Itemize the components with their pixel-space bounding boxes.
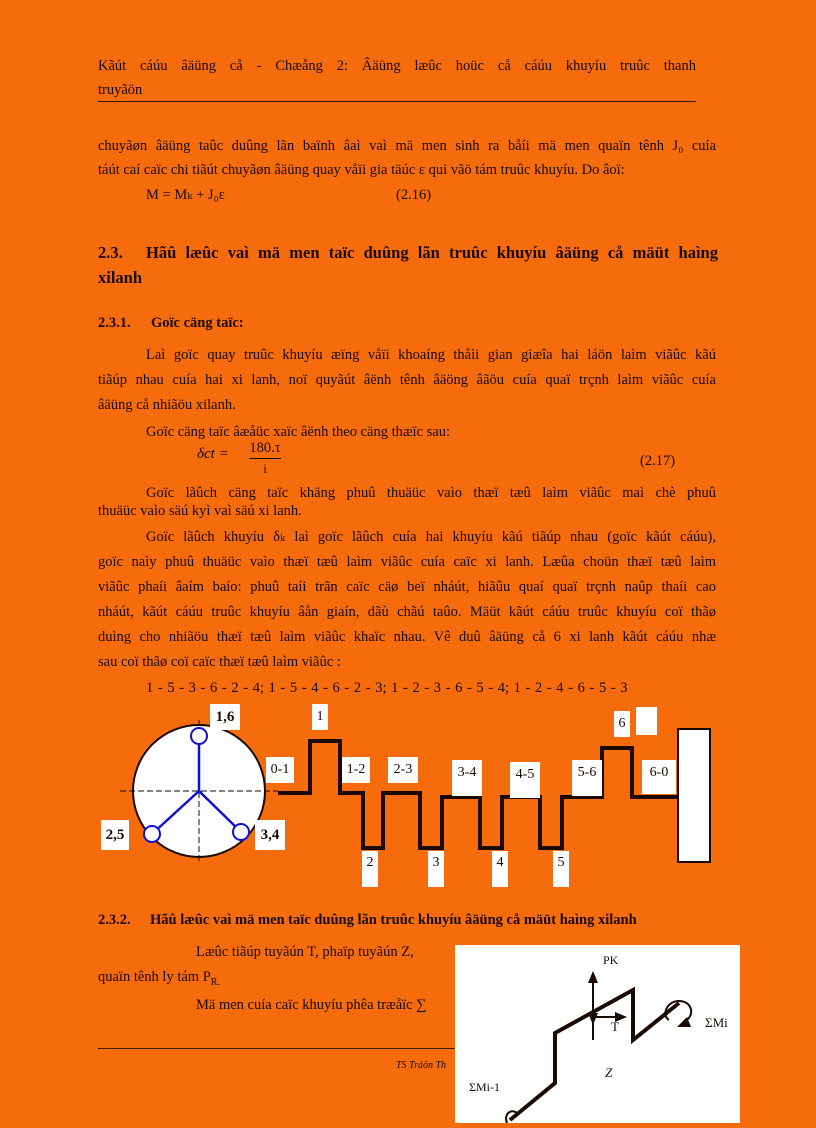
section-2-3-1-number: 2.3.1. [98, 315, 131, 331]
forces-figure-panel [455, 945, 740, 1123]
section-2-3-number: 2.3. [98, 243, 123, 262]
crank-throw-line [510, 990, 679, 1120]
flywheel [678, 729, 710, 862]
s232-line-2: quaïn tênh ly tám $P_{R.}$ [98, 969, 220, 988]
sub-r: R. [210, 976, 220, 988]
label-journal-0-1: 0-1 [266, 757, 294, 783]
p4-line-2: goïc naìy phuû thuäüc vaìo thæï tæû laìm viãûc cuía caïc xi lanh. Læûa choün thæï tæû laìm [98, 554, 716, 570]
section-2-3-2-number: 2.3.2. [98, 912, 131, 928]
section-2-3-title-2: xilanh [98, 268, 143, 287]
p4-line-6: sau coï thãø coï caïc thæï tæû laìm viãûc : [98, 654, 341, 670]
pk-arrowhead-up [588, 971, 598, 983]
p3-line-1: Goïc lãûch cäng taïc khäng phuû thuäüc vaìo thæï tæû laìm viãûc maì chè phuû [146, 485, 716, 501]
label-circle-1-6: 1,6 [210, 704, 240, 730]
p3-line-2: thuäüc vaìo säú kyì vaì säú xi lanh. [98, 503, 302, 519]
footer-rule [98, 1048, 458, 1049]
label-sum-mi-1: ΣMi-1 [469, 1080, 500, 1094]
label-crank-4: 4 [492, 851, 508, 887]
label-pk: PK [603, 953, 619, 967]
p4-line-1: Goïc lãûch khuyíu δₖ laì goïc lãûch cuía hai khuyíu kãú tiãúp nhau (goïc kãút cáúu), [146, 529, 716, 545]
crankpin-3-4 [233, 824, 249, 840]
intro-line-2: táút caí caïc chi tiãút chuyãøn âäüng quay våïi gia täúc ε qui vãö tám truûc khuyíu. Do âoï: [98, 162, 625, 178]
crankpin-2-5 [144, 826, 160, 842]
crankpin-1-6 [191, 728, 207, 744]
section-2-3-title-1: Hãû læûc vaì mä men taïc duûng lãn truûc khuyíu âäüng cå mäüt haìng [146, 243, 718, 262]
intro-line-1: chuyãøn âäüng taûc duûng lãn baïnh âaì vaì mä men sinh ra båíi mä men quaïn tênh J₀ cuía [98, 138, 716, 154]
s232-line-3: Mä men cuía caïc khuyíu phêa træåïc ∑ [196, 997, 427, 1013]
eq-number-2-16: (2.16) [396, 187, 432, 203]
label-journal-2-3: 2-3 [388, 757, 418, 783]
p4-line-5: duìng cho nhiãöu thæï tæû laìm viãûc khaïc nhau. Vê duû âäüng cå 6 xi lanh kãút cáúu nhæ [98, 629, 716, 645]
p4-line-4: nháút, kãút cáúu truûc khuyíu âån giaín, dãù chãú taûo. Mäüt kãút cáúu truûc khuyíu coï thãø [98, 604, 716, 620]
label-z: Z [605, 1065, 613, 1080]
p1-line-1: Laì goïc quay truûc khuyíu æïng våïi khoaíng thåìi gian giæîa hai láön laìm viãûc kãú [146, 347, 716, 363]
label-journal-6-0: 6-0 [642, 760, 676, 794]
s232-line-1: Læûc tiãúp tuyãún T, phaïp tuyãún Z, [196, 944, 414, 960]
p1-line-3: âäüng cå nhiãöu xilanh. [98, 397, 236, 413]
section-2-3-2-title: Hãû læûc vaì mä men taïc duûng lãn truûc khuyíu âäüng cå mäüt haìng xilanh [150, 912, 637, 928]
forces-diagram [455, 945, 740, 1123]
label-crank-3: 3 [428, 851, 444, 887]
header-rule [98, 101, 696, 102]
label-sum-mi: ΣMi [705, 1015, 728, 1030]
eq-number-2-17: (2.17) [640, 453, 676, 469]
label-journal-1-2: 1-2 [342, 757, 370, 783]
p4-line-3: viãûc phaíi âaím baío: phuû taíi trãn caïc cäø beï nháút, hiãûu quaí quaï trçnh naûp thaíi cao [98, 579, 716, 595]
label-crank-1: 1 [312, 704, 328, 730]
label-journal-5-6: 5-6 [572, 760, 602, 796]
label-t: T [611, 1019, 619, 1034]
formula-2-17-numerator: 180.τ [249, 440, 281, 456]
fraction-bar [249, 458, 281, 459]
label-crank-6: 6 [614, 711, 630, 737]
p2: Goïc cäng taïc âæåüc xaïc âënh theo cäng thæïc sau: [146, 424, 450, 440]
header-line-2: truyãön [98, 82, 143, 98]
formula-2-16: M = Mₖ + J₀ε [146, 187, 225, 203]
footer-author: TS Tráön Th [396, 1060, 447, 1071]
label-journal-3-4: 3-4 [452, 760, 482, 796]
label-circle-2-5: 2,5 [101, 820, 129, 850]
formula-2-17-lhs: δct = [197, 446, 229, 462]
label-crank-5: 5 [553, 851, 569, 887]
label-blank [636, 707, 657, 735]
section-2-3-1-title: Goïc cäng taïc: [151, 315, 244, 331]
header-line-1: Kãút cáúu âäüng cå - Chæång 2: Âäüng læûc hoüc cå cáúu khuyíu truûc thanh [98, 58, 696, 74]
pk-arrowhead-down [588, 1013, 598, 1025]
formula-2-17-denominator: i [263, 461, 267, 476]
firing-orders: 1 - 5 - 3 - 6 - 2 - 4; 1 - 5 - 4 - 6 - 2 - 3; 1 - 2 - 3 - 6 - 5 - 4; 1 - 2 - 4 - 6 - 5 - 3 [146, 680, 628, 696]
label-journal-4-5: 4-5 [510, 762, 540, 798]
label-crank-2: 2 [362, 851, 378, 887]
label-circle-3-4: 3,4 [255, 820, 285, 850]
p1-line-2: tiãúp nhau cuía hai xi lanh, noï quyãút âënh tênh âäöng âãöu cuía quaï trçnh laìm viãûc cuía [98, 372, 716, 388]
